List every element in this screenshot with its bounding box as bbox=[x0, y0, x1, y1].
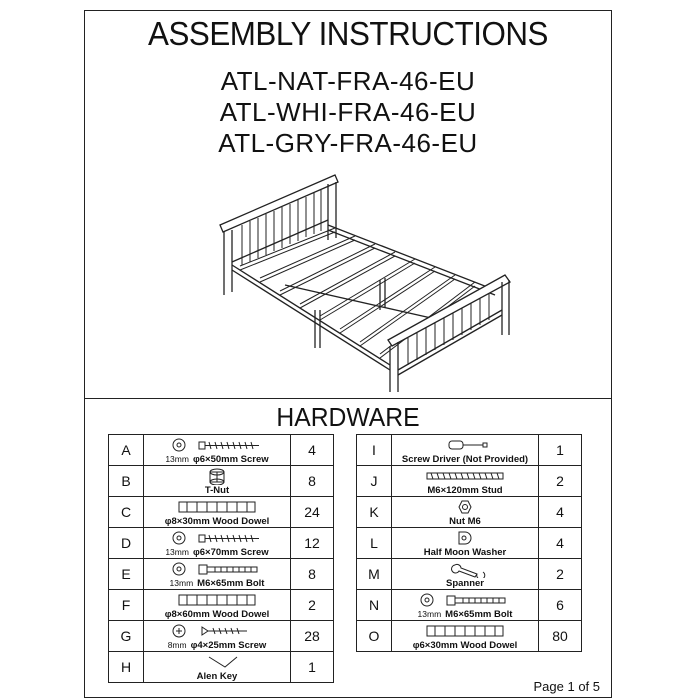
hardware-row bbox=[357, 435, 582, 466]
part-label: φ8×30mm Wood Dowel bbox=[164, 515, 270, 527]
part-quantity: 8 bbox=[291, 559, 334, 590]
part-letter: A bbox=[109, 435, 144, 466]
part-quantity: 12 bbox=[291, 528, 334, 559]
part-label: φ6×70mm Screw bbox=[192, 546, 269, 558]
part-label: M6×120mm Stud bbox=[427, 484, 503, 496]
t-nut-icon bbox=[167, 467, 267, 485]
hardware-row bbox=[357, 528, 582, 559]
part-description bbox=[392, 528, 539, 559]
part-quantity: 4 bbox=[539, 528, 582, 559]
part-size-note: 13mm bbox=[417, 608, 442, 619]
hardware-table-left bbox=[108, 434, 334, 683]
part-letter: O bbox=[357, 621, 392, 652]
part-caption bbox=[144, 578, 290, 589]
allen-key-icon bbox=[167, 653, 267, 671]
part-letter: C bbox=[109, 497, 144, 528]
part-description bbox=[144, 497, 291, 528]
part-description bbox=[144, 466, 291, 497]
part-caption bbox=[392, 516, 538, 527]
part-description bbox=[392, 435, 539, 466]
document-title: ASSEMBLY INSTRUCTIONS bbox=[148, 15, 548, 52]
wood-dowel-icon bbox=[167, 498, 267, 516]
part-description bbox=[392, 466, 539, 497]
part-caption bbox=[392, 640, 538, 651]
part-caption bbox=[392, 485, 538, 496]
hardware-row bbox=[357, 621, 582, 652]
washer-and-screw-icon bbox=[167, 529, 267, 547]
part-label: φ8×60mm Wood Dowel bbox=[164, 608, 270, 620]
part-size-note: 13mm bbox=[169, 577, 194, 588]
part-quantity: 4 bbox=[539, 497, 582, 528]
washer-and-bolt-icon bbox=[415, 591, 515, 609]
part-label: Nut M6 bbox=[449, 515, 481, 527]
part-caption bbox=[144, 640, 290, 651]
part-quantity: 2 bbox=[539, 466, 582, 497]
part-caption bbox=[144, 485, 290, 496]
part-quantity: 4 bbox=[291, 435, 334, 466]
hardware-row bbox=[109, 590, 334, 621]
part-letter: D bbox=[109, 528, 144, 559]
part-letter: K bbox=[357, 497, 392, 528]
hardware-row bbox=[357, 559, 582, 590]
hardware-row bbox=[109, 652, 334, 683]
wood-dowel-icon bbox=[167, 591, 267, 609]
part-letter: N bbox=[357, 590, 392, 621]
part-caption bbox=[392, 609, 538, 620]
bed-frame-illustration bbox=[210, 170, 520, 395]
part-caption bbox=[392, 454, 538, 465]
washer-and-screw-icon bbox=[167, 436, 267, 454]
washer-and-bolt-icon bbox=[167, 560, 267, 578]
part-letter: G bbox=[109, 621, 144, 652]
part-quantity: 80 bbox=[539, 621, 582, 652]
part-label: φ6×30mm Wood Dowel bbox=[412, 639, 518, 651]
part-caption bbox=[144, 516, 290, 527]
part-letter: F bbox=[109, 590, 144, 621]
model-code: ATL-WHI-FRA-46-EU bbox=[219, 97, 477, 127]
page-number: Page 1 of 5 bbox=[533, 679, 600, 694]
part-description bbox=[392, 559, 539, 590]
part-quantity: 1 bbox=[539, 435, 582, 466]
part-quantity: 28 bbox=[291, 621, 334, 652]
hardware-row bbox=[109, 435, 334, 466]
part-letter: B bbox=[109, 466, 144, 497]
hardware-row bbox=[109, 528, 334, 559]
section-divider bbox=[84, 398, 612, 399]
spanner-icon bbox=[415, 560, 515, 578]
part-caption bbox=[392, 547, 538, 558]
screwdriver-icon bbox=[415, 436, 515, 454]
hardware-row bbox=[357, 590, 582, 621]
hardware-row bbox=[109, 559, 334, 590]
part-description bbox=[144, 435, 291, 466]
part-quantity: 1 bbox=[291, 652, 334, 683]
part-size-note: 8mm bbox=[167, 639, 187, 650]
part-caption bbox=[144, 547, 290, 558]
part-letter: E bbox=[109, 559, 144, 590]
part-label: Alen Key bbox=[196, 670, 238, 682]
hex-nut-icon bbox=[415, 498, 515, 516]
part-letter: H bbox=[109, 652, 144, 683]
part-label: M6×65mm Bolt bbox=[445, 608, 513, 620]
part-caption bbox=[144, 454, 290, 465]
model-code: ATL-NAT-FRA-46-EU bbox=[220, 66, 476, 96]
half-moon-washer-icon bbox=[415, 529, 515, 547]
part-description bbox=[392, 621, 539, 652]
part-caption bbox=[392, 578, 538, 589]
hardware-row bbox=[109, 466, 334, 497]
threaded-stud-icon bbox=[415, 467, 515, 485]
part-caption bbox=[144, 671, 290, 682]
part-description bbox=[144, 590, 291, 621]
part-letter: M bbox=[357, 559, 392, 590]
part-caption bbox=[144, 609, 290, 620]
part-label: M6×65mm Bolt bbox=[197, 577, 265, 589]
part-quantity: 2 bbox=[539, 559, 582, 590]
part-description bbox=[144, 528, 291, 559]
phillips-screw-icon bbox=[167, 622, 267, 640]
hardware-row bbox=[357, 466, 582, 497]
part-size-note: 13mm bbox=[165, 453, 189, 464]
part-quantity: 24 bbox=[291, 497, 334, 528]
part-description bbox=[144, 621, 291, 652]
hardware-table-right bbox=[356, 434, 582, 652]
hardware-title: HARDWARE bbox=[276, 402, 420, 432]
part-quantity: 8 bbox=[291, 466, 334, 497]
part-label: Half Moon Washer bbox=[423, 546, 507, 558]
part-letter: L bbox=[357, 528, 392, 559]
part-label: Spanner bbox=[445, 577, 484, 589]
part-label: φ4×25mm Screw bbox=[190, 639, 267, 651]
hardware-row bbox=[109, 497, 334, 528]
part-description bbox=[144, 559, 291, 590]
part-label: φ6×50mm Screw bbox=[192, 453, 269, 465]
part-quantity: 6 bbox=[539, 590, 582, 621]
part-label: T-Nut bbox=[204, 484, 230, 496]
part-letter: I bbox=[357, 435, 392, 466]
part-label: Screw Driver (Not Provided) bbox=[401, 453, 529, 465]
part-description bbox=[392, 497, 539, 528]
part-letter: J bbox=[357, 466, 392, 497]
part-description bbox=[144, 652, 291, 683]
part-size-note: 13mm bbox=[165, 546, 189, 557]
hardware-row bbox=[109, 621, 334, 652]
part-quantity: 2 bbox=[291, 590, 334, 621]
wood-dowel-icon bbox=[415, 622, 515, 640]
hardware-row bbox=[357, 497, 582, 528]
model-code: ATL-GRY-FRA-46-EU bbox=[218, 128, 478, 158]
part-description bbox=[392, 590, 539, 621]
